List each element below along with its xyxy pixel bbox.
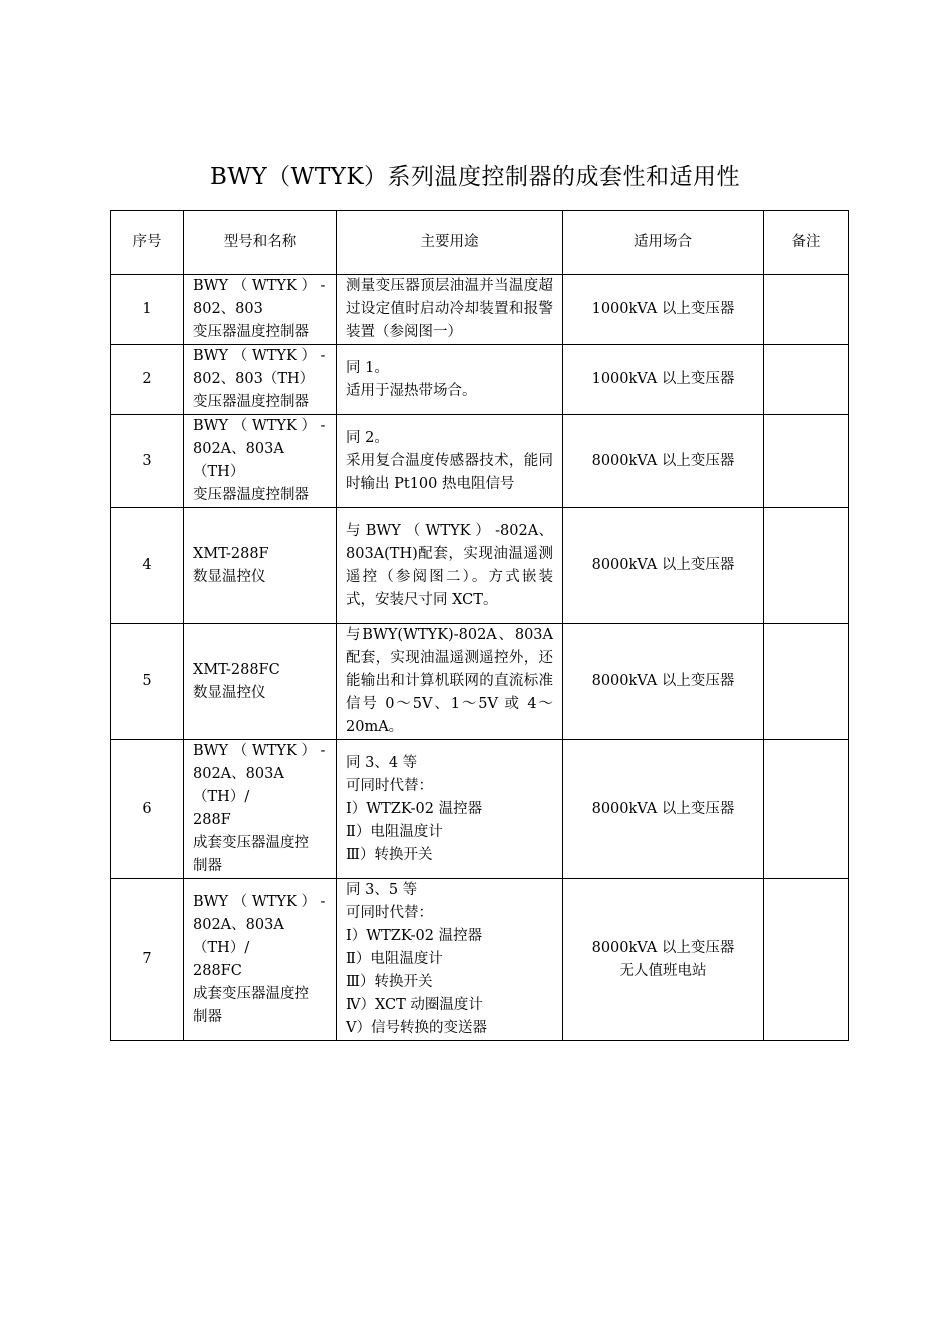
cell-usage-line: Ⅱ）电阻温度计 (346, 823, 443, 840)
cell-place-line: 1000kVA 以上变压器 (591, 371, 735, 387)
cell-model (184, 415, 337, 508)
cell-usage (337, 345, 563, 415)
cell-note (764, 345, 849, 415)
table-header-row (111, 211, 849, 275)
cell-place (563, 508, 764, 624)
table-row (111, 879, 849, 1041)
cell-model-line: BWY （ WTYK ） - (193, 743, 326, 759)
cell-note (764, 508, 849, 624)
cell-usage-line: 同 3、5 等 (346, 882, 418, 898)
header-model: 型号和名称 (184, 211, 337, 275)
cell-usage (337, 415, 563, 508)
cell-model-line: 成套变压器温度控 (193, 985, 309, 1002)
cell-place (563, 415, 764, 508)
cell-model-line: 802、803（TH） (193, 371, 315, 387)
cell-model-line: 802A、803A（TH）/ (193, 916, 284, 956)
cell-no: 1 (111, 275, 184, 345)
table-row (111, 275, 849, 345)
cell-model-line: 802A、803A（TH） (193, 441, 284, 480)
cell-model-line: 802A、803A（TH）/ (193, 766, 284, 805)
cell-model-line: 变压器温度控制器 (193, 487, 309, 503)
cell-usage (337, 879, 563, 1041)
document-title: BWY（WTYK）系列温度控制器的成套性和适用性 (209, 164, 741, 190)
cell-usage (337, 624, 563, 740)
cell-usage-line: 同 1。 (346, 359, 389, 376)
cell-usage-line: 采用复合温度传感器技术，能同时输出 Pt100 热电阻信号 (346, 452, 553, 492)
cell-model (184, 879, 337, 1041)
cell-model-line: 变压器温度控制器 (193, 324, 309, 340)
cell-place-line: 8000kVA 以上变压器 (591, 557, 735, 573)
cell-model-line: XMT-288F (193, 545, 269, 562)
cell-note (764, 740, 849, 879)
cell-model-line: 288F (193, 812, 231, 828)
cell-no: 4 (111, 508, 184, 624)
cell-usage-line: 与 BWY （ WTYK ） -802A、803A(TH)配套，实现油温遥测遥控（参阅图二）。方式嵌装式，安装尺寸同 XCT。 (346, 522, 553, 608)
header-usage: 主要用途 (337, 211, 563, 275)
table-body (111, 275, 849, 1041)
cell-no: 6 (111, 740, 184, 879)
table-row (111, 508, 849, 624)
cell-place (563, 624, 764, 740)
cell-place-line: 8000kVA 以上变压器 (591, 452, 735, 469)
cell-usage-line: 测量变压器顶层油温并当温度超过设定值时启动冷却装置和报警装置（参阅图一） (346, 278, 553, 340)
cell-model (184, 275, 337, 345)
header-note: 备注 (764, 211, 849, 275)
cell-usage-line: 可同时代替： (346, 777, 433, 794)
cell-model-line: BWY （ WTYK ） - (193, 278, 326, 294)
cell-usage (337, 508, 563, 624)
header-no: 序号 (111, 211, 184, 275)
cell-model (184, 740, 337, 879)
cell-place (563, 879, 764, 1041)
cell-place (563, 740, 764, 879)
cell-usage-line: Ⅰ）WTZK-02 温控器 (346, 928, 483, 944)
cell-usage-line: Ⅲ）转换开关 (346, 974, 433, 990)
cell-note (764, 415, 849, 508)
cell-place-line: 8000kVA 以上变压器 (591, 673, 735, 689)
cell-model-line: 变压器温度控制器 (193, 394, 309, 410)
cell-model-line: BWY （ WTYK ） - (193, 418, 326, 434)
cell-model (184, 624, 337, 740)
cell-model-line: 制器 (193, 1008, 222, 1025)
cell-model-line: XMT-288FC (193, 661, 280, 678)
cell-place-line: 8000kVA 以上变压器 (591, 800, 735, 817)
cell-usage (337, 275, 563, 345)
table-row (111, 740, 849, 879)
cell-usage-line: Ⅱ）电阻温度计 (346, 951, 443, 967)
cell-place-line: 8000kVA 以上变压器 (591, 939, 735, 956)
cell-no: 2 (111, 345, 184, 415)
table-row (111, 345, 849, 415)
product-table (110, 210, 849, 1041)
cell-usage-line: 同 2。 (346, 429, 389, 446)
cell-usage-line: 与BWY(WTYK)-802A、803A配套，实现油温遥测遥控外，还能输出和计算机联网的直流标准信号 0～5V、1～5V 或 4～20mA。 (346, 627, 553, 735)
cell-usage-line: Ⅰ）WTZK-02 温控器 (346, 800, 483, 817)
cell-usage-line: Ⅲ）转换开关 (346, 846, 433, 863)
cell-model (184, 508, 337, 624)
table-row (111, 415, 849, 508)
cell-usage-line: 同 3、4 等 (346, 754, 418, 771)
cell-model-line: 数显温控仪 (193, 684, 266, 701)
cell-place (563, 275, 764, 345)
cell-note (764, 624, 849, 740)
cell-model-line: 数显温控仪 (193, 568, 266, 585)
cell-usage-line: Ⅳ）XCT 动圈温度计 (346, 997, 483, 1013)
cell-model-line: 成套变压器温度控 (193, 835, 309, 851)
cell-no: 5 (111, 624, 184, 740)
cell-model (184, 345, 337, 415)
cell-model-line: BWY （ WTYK ） - (193, 893, 326, 910)
cell-no: 7 (111, 879, 184, 1041)
cell-model-line: 制器 (193, 858, 222, 874)
table-row (111, 624, 849, 740)
cell-no: 3 (111, 415, 184, 508)
cell-place (563, 345, 764, 415)
cell-place-line: 无人值班电站 (619, 962, 707, 979)
cell-usage-line: 适用于湿热带场合。 (346, 382, 477, 399)
cell-usage-line: Ⅴ）信号转换的变送器 (346, 1020, 487, 1036)
cell-place-line: 1000kVA 以上变压器 (591, 301, 735, 317)
header-place: 适用场合 (563, 211, 764, 275)
cell-model-line: 288FC (193, 962, 242, 979)
cell-model-line: BWY （ WTYK ） - (193, 348, 326, 364)
cell-usage (337, 740, 563, 879)
cell-note (764, 879, 849, 1041)
cell-model-line: 802、803 (193, 301, 263, 317)
cell-note (764, 275, 849, 345)
cell-usage-line: 可同时代替： (346, 905, 433, 921)
